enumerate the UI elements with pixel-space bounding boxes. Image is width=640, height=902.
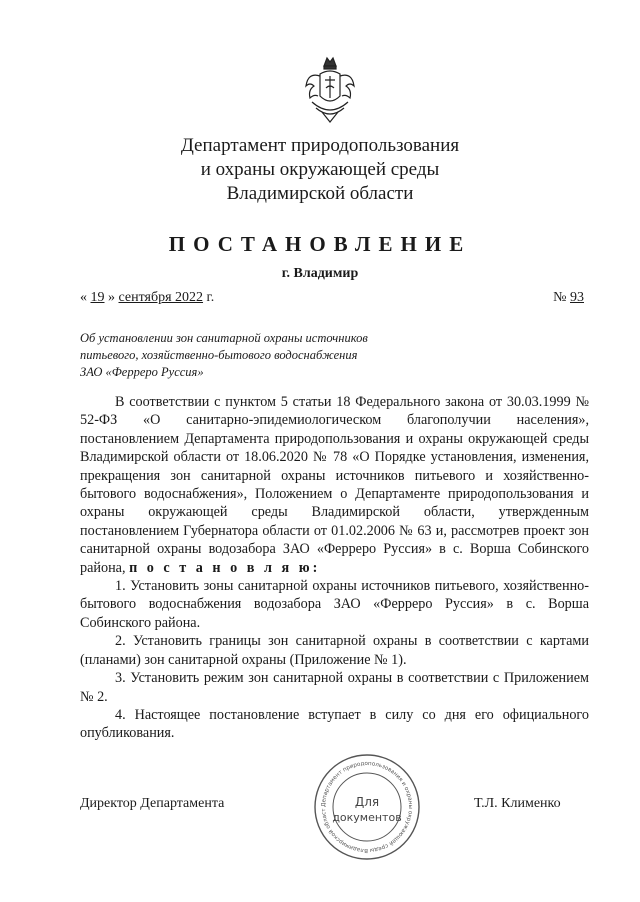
number-label: № <box>553 290 567 305</box>
stamp-center-line-2: документов <box>332 811 402 824</box>
subject-line-2: питьевого, хозяйственно-бытового водоснабжения <box>80 348 358 362</box>
document-body <box>80 393 589 743</box>
date-suffix: г. <box>206 290 215 305</box>
date-day: 19 <box>90 290 105 305</box>
signatory-position: Директор Департамента <box>80 796 225 811</box>
stamp-ring-text: Департамент природопользования и охраны окружающей среды Владимирской област <box>320 760 414 854</box>
date-close-quote: » <box>108 290 115 305</box>
coat-of-arms-icon <box>300 52 360 126</box>
document-city: г. Владимир <box>281 266 359 281</box>
item-4: 4. Настоящее постановление вступает в силу со дня его официального опубликования. <box>80 706 589 742</box>
department-name-line-2: и охраны окружающей среды <box>200 159 440 180</box>
document-number <box>553 290 584 306</box>
signatory-name: Т.Л. Клименко <box>474 796 561 811</box>
item-1: 1. Установить зоны санитарной охраны источников питьевого, хозяйственно-бытового водоснабжения водозабора ЗАО «Ферреро Руссия» в с. Ворша Собинского района. <box>80 578 589 631</box>
date-month-year: сентября 2022 <box>118 290 204 305</box>
official-stamp <box>312 752 422 862</box>
document-subject <box>80 330 410 381</box>
resolve-word: п о с т а н о в л я ю: <box>129 559 321 576</box>
item-3: 3. Установить режим зон санитарной охраны в соответствии с Приложением № 2. <box>80 670 589 705</box>
department-name-line-1: Департамент природопользования <box>180 135 460 156</box>
document-date <box>80 290 214 306</box>
preamble-text: В соответствии с пунктом 5 статьи 18 Федерального закона от 30.03.1999 № 52-ФЗ «О санитарно-эпидемиологическом благополучии населения», постановлением Департамента природопользования и охраны окружающей среды Владимирской области от 18.06.2020 № 78 «О Порядке установления, изменения, прекращения зон санитарной охраны источников питьевого и хозяйственно-бытового водоснабжения», Положением о Департаменте природопользования и охраны окружающей среды Владимирской области, утвержденным постановлением Губернатора области от 01.02.2006 № 63 и, рассмотрев проект зон санитарной охраны водозабора ЗАО «Ферреро Руссия» в с. Ворша Собинского района, <box>80 394 589 576</box>
item-2: 2. Установить границы зон санитарной охраны в соответствии с картами (планами) зон санитарной охраны (Приложение № 1). <box>80 633 589 668</box>
stamp-center-line-1: Для <box>354 795 380 809</box>
department-name-line-3: Владимирской области <box>226 183 414 204</box>
document-title: ПОСТАНОВЛЕНИЕ <box>168 232 472 256</box>
subject-line-1: Об установлении зон санитарной охраны источников <box>80 331 368 345</box>
preamble-paragraph <box>80 393 589 577</box>
number-value: 93 <box>570 290 584 305</box>
date-open-quote: « <box>80 290 87 305</box>
subject-line-3: ЗАО «Ферреро Руссия» <box>80 365 204 379</box>
